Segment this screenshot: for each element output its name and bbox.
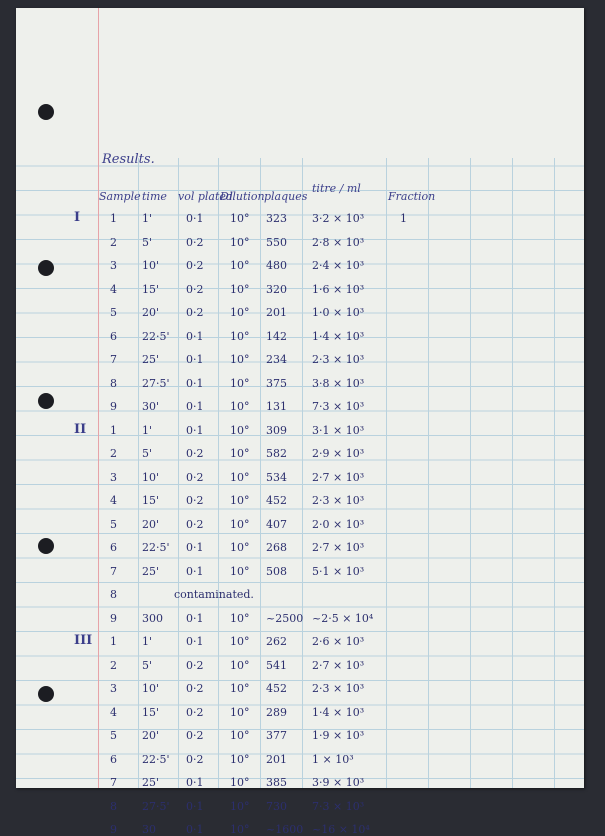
cell-titre: 1·4 × 10³ bbox=[312, 329, 365, 343]
cell-vol: 0·2 bbox=[186, 235, 204, 249]
cell-time: 15' bbox=[142, 494, 160, 507]
cell-vol: 0·1 bbox=[186, 400, 204, 413]
cell-dil: 10° bbox=[230, 705, 250, 719]
grid-column-line bbox=[386, 158, 387, 788]
cell-sample: 9 bbox=[110, 611, 117, 625]
cell-titre: 7·3 × 10³ bbox=[312, 400, 365, 413]
cell-time: 5' bbox=[142, 235, 153, 249]
cell-time: 22·5' bbox=[142, 329, 170, 343]
cell-sample: 1 bbox=[110, 212, 117, 225]
cell-titre: 2·8 × 10³ bbox=[312, 235, 365, 249]
cell-plaques: 320 bbox=[266, 282, 287, 296]
cell-plaques: ~1600 bbox=[266, 823, 304, 836]
cell-plaques: 201 bbox=[266, 306, 287, 319]
cell-titre: 7·3 × 10³ bbox=[312, 799, 365, 813]
cell-titre: 2·3 × 10³ bbox=[312, 494, 365, 507]
cell-plaques: 262 bbox=[266, 635, 287, 648]
cell-dil: 10° bbox=[230, 235, 250, 249]
grid-column-line bbox=[260, 158, 261, 788]
cell-time: 30 bbox=[142, 823, 156, 836]
cell-vol: 0·1 bbox=[186, 799, 204, 813]
group-label: I bbox=[74, 210, 81, 225]
group-label: III bbox=[74, 633, 93, 648]
cell-dil: 10° bbox=[230, 776, 250, 789]
cell-time: 22·5' bbox=[142, 541, 170, 554]
cell-plaques: 142 bbox=[266, 329, 287, 343]
cell-plaques: 375 bbox=[266, 376, 287, 390]
cell-vol: 0·1 bbox=[186, 635, 204, 648]
cell-titre: 5·1 × 10³ bbox=[312, 564, 365, 578]
notebook-page bbox=[16, 8, 584, 836]
cell-sample: 1 bbox=[110, 423, 117, 437]
cell-sample: 3 bbox=[110, 682, 117, 695]
cell-dil: 10° bbox=[230, 376, 250, 390]
cell-vol: 0·2 bbox=[186, 752, 204, 766]
cell-vol: 0·1 bbox=[186, 776, 204, 789]
cell-titre: 1 × 10³ bbox=[312, 752, 354, 766]
header-sample: Sample bbox=[99, 190, 141, 203]
binder-hole bbox=[38, 104, 54, 120]
cell-time: 27·5' bbox=[142, 799, 170, 813]
cell-dil: 10° bbox=[230, 423, 250, 437]
cell-sample: 2 bbox=[110, 235, 117, 249]
cell-plaques: 268 bbox=[266, 541, 287, 554]
cell-titre: 3·8 × 10³ bbox=[312, 376, 365, 390]
cell-time: 5' bbox=[142, 447, 153, 460]
grid-column-line bbox=[512, 158, 513, 788]
cell-sample: 6 bbox=[110, 329, 117, 343]
cell-dil: 10° bbox=[230, 823, 250, 836]
cell-plaques: 508 bbox=[266, 564, 287, 578]
header-fraction: Fraction bbox=[388, 190, 436, 203]
cell-titre: 1·0 × 10³ bbox=[312, 306, 365, 319]
cell-dil: 10° bbox=[230, 752, 250, 766]
cell-vol: 0·1 bbox=[186, 353, 204, 366]
cell-sample: 2 bbox=[110, 658, 117, 672]
cell-vol: 0·2 bbox=[186, 447, 204, 460]
cell-sample: 7 bbox=[110, 353, 117, 366]
cell-titre: 3·1 × 10³ bbox=[312, 423, 365, 437]
cell-sample: 2 bbox=[110, 447, 117, 460]
margin-line bbox=[98, 8, 99, 788]
cell-time: 300 bbox=[142, 611, 163, 625]
binder-hole bbox=[38, 393, 54, 409]
cell-time: 25' bbox=[142, 564, 160, 578]
cell-dil: 10° bbox=[230, 635, 250, 648]
cell-dil: 10° bbox=[230, 517, 250, 531]
cell-time: 20' bbox=[142, 729, 160, 742]
cell-sample: 8 bbox=[110, 376, 117, 390]
cell-time: 20' bbox=[142, 517, 160, 531]
cell-vol: 0·2 bbox=[186, 306, 204, 319]
cell-plaques: 541 bbox=[266, 658, 287, 672]
binder-hole bbox=[38, 260, 54, 276]
cell-dil: 10° bbox=[230, 212, 250, 225]
cell-plaques: 582 bbox=[266, 447, 287, 460]
header-plaques: plaques bbox=[264, 190, 308, 203]
cell-plaques: 452 bbox=[266, 494, 287, 507]
page-title: Results. bbox=[102, 152, 155, 167]
cell-vol: 0·2 bbox=[186, 282, 204, 296]
cell-time: 1' bbox=[142, 212, 153, 225]
cell-titre: 2·7 × 10³ bbox=[312, 470, 365, 484]
grid-column-line bbox=[302, 158, 303, 788]
cell-dil: 10° bbox=[230, 682, 250, 695]
cell-sample: 1 bbox=[110, 635, 117, 648]
group-label: II bbox=[74, 421, 87, 437]
cell-vol: 0·2 bbox=[186, 705, 204, 719]
cell-sample: 7 bbox=[110, 564, 117, 578]
cell-fraction: 1 bbox=[400, 212, 407, 225]
cell-dil: 10° bbox=[230, 541, 250, 554]
cell-vol: 0·2 bbox=[186, 517, 204, 531]
cell-sample: 5 bbox=[110, 306, 117, 319]
cell-time: 25' bbox=[142, 776, 160, 789]
cell-time: 20' bbox=[142, 306, 160, 319]
cell-titre: 2·3 × 10³ bbox=[312, 353, 365, 366]
cell-time: 30' bbox=[142, 400, 160, 413]
cell-vol: 0·1 bbox=[186, 423, 204, 437]
header-titre: titre / ml bbox=[312, 182, 361, 195]
cell-plaques: 234 bbox=[266, 353, 287, 366]
cell-sample: 3 bbox=[110, 470, 117, 484]
cell-sample: 9 bbox=[110, 400, 117, 413]
header-dilution: Dilution bbox=[220, 190, 265, 203]
cell-plaques: 323 bbox=[266, 212, 287, 225]
grid-column-line bbox=[470, 158, 471, 788]
cell-vol: 0·1 bbox=[186, 611, 204, 625]
cell-plaques: 480 bbox=[266, 259, 287, 272]
cell-dil: 10° bbox=[230, 729, 250, 742]
binder-hole bbox=[38, 538, 54, 554]
cell-sample: 4 bbox=[110, 494, 117, 507]
cell-vol: 0·2 bbox=[186, 658, 204, 672]
cell-vol: 0·2 bbox=[186, 729, 204, 742]
cell-sample: 6 bbox=[110, 541, 117, 554]
cell-vol: 0·1 bbox=[186, 376, 204, 390]
cell-titre: 2·7 × 10³ bbox=[312, 541, 365, 554]
cell-titre: 2·7 × 10³ bbox=[312, 658, 365, 672]
cell-vol: 0·1 bbox=[186, 212, 204, 225]
cell-dil: 10° bbox=[230, 282, 250, 296]
cell-vol: 0·2 bbox=[186, 470, 204, 484]
page-top-blank bbox=[16, 8, 584, 148]
cell-titre: 2·3 × 10³ bbox=[312, 682, 365, 695]
cell-dil: 10° bbox=[230, 564, 250, 578]
cell-vol: 0·2 bbox=[186, 259, 204, 272]
cell-sample: 9 bbox=[110, 823, 117, 836]
grid-column-line bbox=[428, 158, 429, 788]
cell-vol: 0·2 bbox=[186, 494, 204, 507]
cell-plaques: 131 bbox=[266, 400, 287, 413]
header-time: time bbox=[142, 190, 167, 203]
cell-titre: 2·6 × 10³ bbox=[312, 635, 365, 648]
cell-titre: 1·4 × 10³ bbox=[312, 705, 365, 719]
grid-column-line bbox=[218, 158, 219, 788]
cell-dil: 10° bbox=[230, 400, 250, 413]
cell-time: 15' bbox=[142, 282, 160, 296]
cell-plaques: 385 bbox=[266, 776, 287, 789]
grid-column-line bbox=[138, 158, 139, 788]
cell-dil: 10° bbox=[230, 658, 250, 672]
cell-plaques: 407 bbox=[266, 517, 287, 531]
cell-dil: 10° bbox=[230, 353, 250, 366]
cell-vol: 0·2 bbox=[186, 682, 204, 695]
cell-plaques: 550 bbox=[266, 235, 287, 249]
cell-time: contaminated. bbox=[174, 588, 254, 601]
cell-plaques: 534 bbox=[266, 470, 287, 484]
cell-plaques: 377 bbox=[266, 729, 287, 742]
cell-plaques: 201 bbox=[266, 752, 287, 766]
cell-titre: 2·9 × 10³ bbox=[312, 447, 365, 460]
cell-time: 22·5' bbox=[142, 752, 170, 766]
cell-titre: 1·6 × 10³ bbox=[312, 282, 365, 296]
cell-dil: 10° bbox=[230, 447, 250, 460]
cell-time: 10' bbox=[142, 470, 160, 484]
grid-column-line bbox=[178, 158, 179, 788]
cell-time: 15' bbox=[142, 705, 160, 719]
cell-dil: 10° bbox=[230, 799, 250, 813]
cell-sample: 5 bbox=[110, 729, 117, 742]
cell-plaques: 452 bbox=[266, 682, 287, 695]
cell-plaques: 289 bbox=[266, 705, 287, 719]
cell-dil: 10° bbox=[230, 494, 250, 507]
cell-time: 1' bbox=[142, 635, 153, 648]
cell-dil: 10° bbox=[230, 259, 250, 272]
cell-titre: 2·0 × 10³ bbox=[312, 517, 365, 531]
cell-time: 27·5' bbox=[142, 376, 170, 390]
cell-time: 10' bbox=[142, 682, 160, 695]
cell-titre: ~16 × 10⁴ bbox=[312, 823, 370, 836]
cell-time: 1' bbox=[142, 423, 153, 437]
cell-time: 5' bbox=[142, 658, 153, 672]
cell-sample: 3 bbox=[110, 259, 117, 272]
cell-titre: ~2·5 × 10⁴ bbox=[312, 611, 374, 625]
cell-sample: 5 bbox=[110, 517, 117, 531]
cell-sample: 4 bbox=[110, 282, 117, 296]
cell-titre: 3·9 × 10³ bbox=[312, 776, 365, 789]
cell-plaques: 309 bbox=[266, 423, 287, 437]
cell-sample: 6 bbox=[110, 752, 117, 766]
cell-plaques: 730 bbox=[266, 799, 287, 813]
cell-sample: 8 bbox=[110, 799, 117, 813]
cell-dil: 10° bbox=[230, 329, 250, 343]
cell-vol: 0·1 bbox=[186, 564, 204, 578]
cell-dil: 10° bbox=[230, 306, 250, 319]
cell-sample: 8 bbox=[110, 588, 117, 601]
cell-sample: 4 bbox=[110, 705, 117, 719]
cell-plaques: ~2500 bbox=[266, 611, 304, 625]
cell-vol: 0·1 bbox=[186, 329, 204, 343]
cell-sample: 7 bbox=[110, 776, 117, 789]
grid-column-line bbox=[554, 158, 555, 788]
cell-time: 25' bbox=[142, 353, 160, 366]
cell-titre: 3·2 × 10³ bbox=[312, 212, 365, 225]
header-vol-plated: vol plated bbox=[178, 190, 233, 203]
cell-vol: 0·1 bbox=[186, 823, 204, 836]
cell-time: 10' bbox=[142, 259, 160, 272]
cell-dil: 10° bbox=[230, 611, 250, 625]
cell-dil: 10° bbox=[230, 470, 250, 484]
cell-vol: 0·1 bbox=[186, 541, 204, 554]
cell-titre: 1·9 × 10³ bbox=[312, 729, 365, 742]
cell-titre: 2·4 × 10³ bbox=[312, 259, 365, 272]
binder-hole bbox=[38, 686, 54, 702]
